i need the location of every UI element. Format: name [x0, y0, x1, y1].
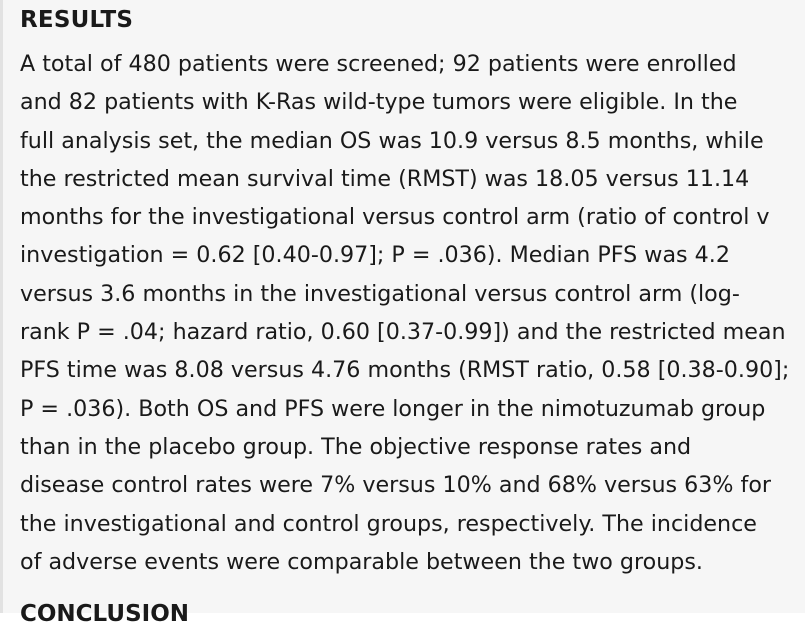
section-heading-conclusion: CONCLUSION: [20, 601, 189, 627]
section-heading-results: RESULTS: [20, 7, 134, 33]
paragraph-line: versus 3.6 months in the investigational versus control arm (log-: [20, 280, 740, 307]
paragraph-line: rank P = .04; hazard ratio, 0.60 [0.37-0.99]) and the restricted mean: [20, 319, 786, 346]
paragraph-line: A total of 480 patients were screened; 92 patients were enrolled: [20, 51, 737, 77]
results-paragraph: [20, 45, 806, 581]
paragraph-line: of adverse events were comparable between the two groups.: [20, 548, 703, 575]
paragraph-line: months for the investigational versus control arm (ratio of control v: [20, 204, 770, 231]
paragraph-line: P = .036). Both OS and PFS were longer in the nimotuzumab group: [20, 395, 766, 422]
paragraph-line: disease control rates were 7% versus 10% and 68% versus 63% for: [20, 472, 772, 499]
paragraph-line: full analysis set, the median OS was 10.9 versus 8.5 months, while: [20, 127, 764, 154]
paragraph-line: investigation = 0.62 [0.40-0.97]; P = .036). Median PFS was 4.2: [20, 242, 730, 269]
paragraph-line: the restricted mean survival time (RMST) was 18.05 versus 11.14: [20, 165, 750, 192]
paragraph-line: and 82 patients with K-Ras wild-type tumors were eligible. In the: [20, 89, 738, 116]
paragraph-line: PFS time was 8.08 versus 4.76 months (RMST ratio, 0.58 [0.38-0.90];: [20, 357, 790, 384]
paragraph-line: than in the placebo group. The objective response rates and: [20, 433, 692, 460]
paragraph-line: the investigational and control groups, respectively. The incidence: [20, 510, 757, 537]
